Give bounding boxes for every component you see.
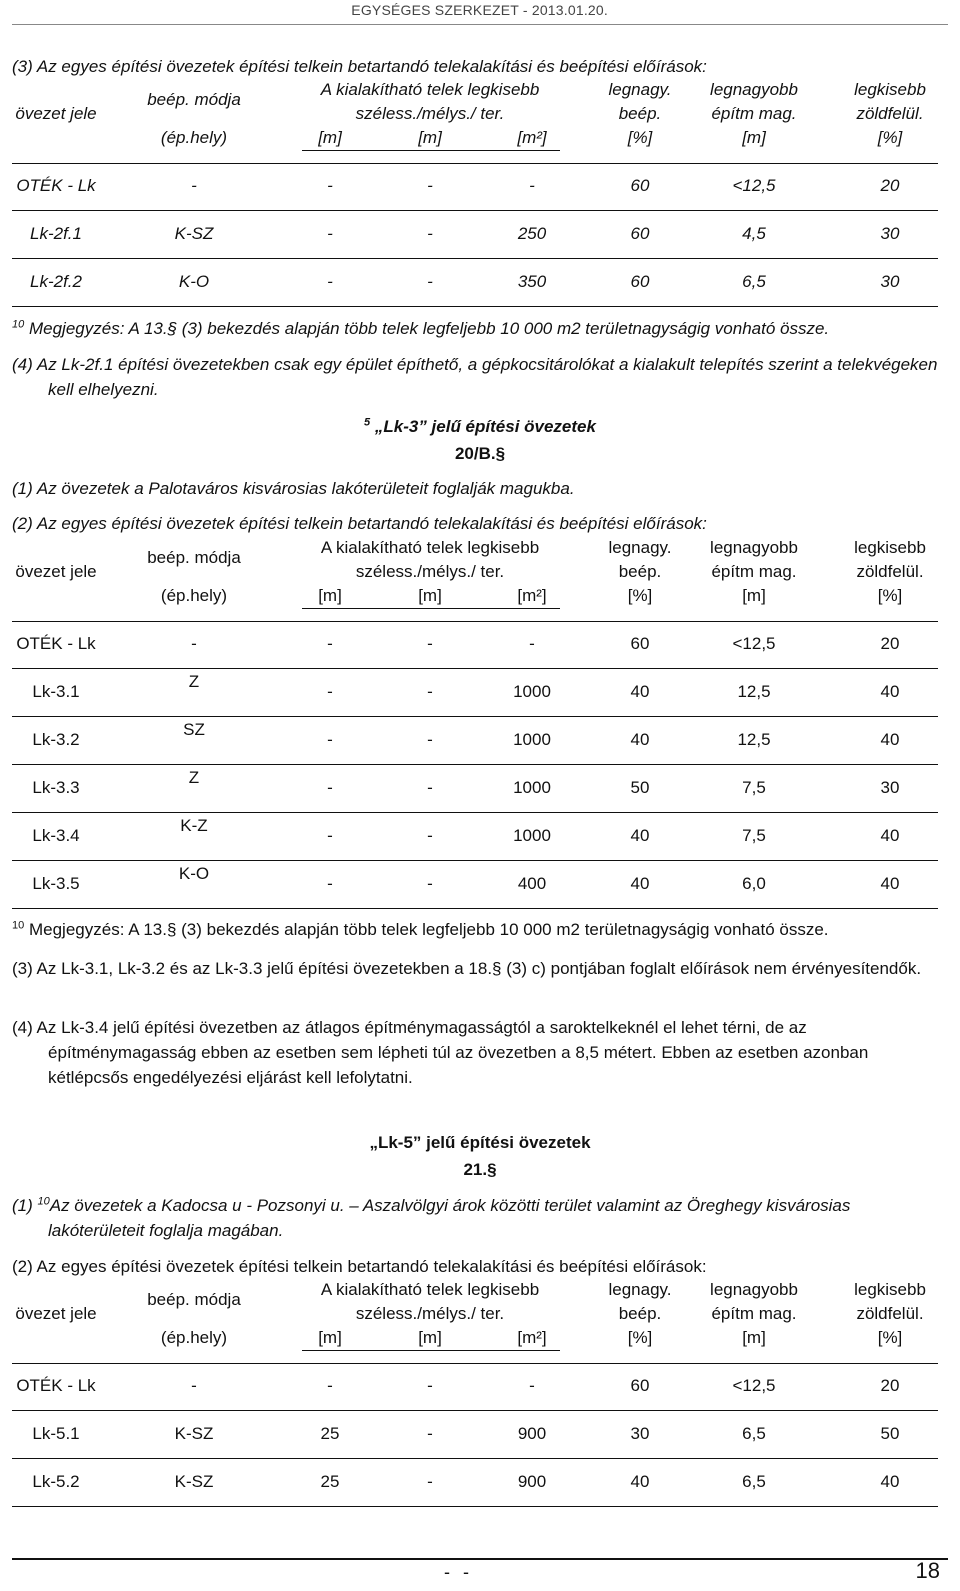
table-row-rule [12, 306, 938, 307]
paragraph-1 [12, 1193, 948, 1243]
table-cell: 6,5 [742, 1424, 766, 1443]
header-plot2: széless./mélys./ ter. [355, 104, 505, 123]
header-u2: [m] [418, 586, 442, 605]
header-ming2: zöldfelül. [856, 562, 924, 581]
table-cell: 40 [880, 682, 900, 701]
header-maxh3: [m] [742, 1328, 766, 1347]
table-cell: - [327, 1376, 333, 1395]
paragraph-3: (3) Az Lk-3.1, Lk-3.2 és az Lk-3.3 jelű építési övezetekben a 18.§ (3) c) pontjában foglalt előírások nem érvényesítendők. [12, 959, 922, 978]
header-maxh2: építm mag. [711, 562, 797, 581]
header-ming2: zöldfelül. [856, 104, 924, 123]
note-text: Megjegyzés: A 13.§ (3) bekezdés alapján több telek legfeljebb 10 000 m2 területnagyságig vonható össze. [28, 319, 830, 338]
table-cell: - [427, 1472, 433, 1491]
header-u3: [m²] [517, 128, 547, 147]
table-cell: 40 [630, 730, 650, 749]
header-maxb3: [%] [627, 1328, 653, 1347]
table-cell: - [327, 224, 333, 243]
table-cell: <12,5 [732, 634, 776, 653]
header-maxb2: beép. [618, 1304, 662, 1323]
header-maxb3: [%] [627, 586, 653, 605]
table-cell: - [191, 1376, 197, 1395]
paragraph-2: (2) Az egyes építési övezetek építési telkein betartandó telekalakítási és beépítési előírások: [12, 1257, 707, 1276]
table-cell: - [427, 176, 433, 195]
table-cell: - [427, 778, 433, 797]
footer-dashes: - - [444, 1562, 473, 1582]
table-cell: - [427, 1424, 433, 1443]
header-plot1: A kialakítható telek legkisebb [320, 80, 540, 99]
table-cell: 12,5 [737, 682, 771, 701]
table-cell: 900 [517, 1472, 547, 1491]
table-row-rule [12, 210, 938, 211]
note-paragraph [12, 316, 948, 341]
table-cell: <12,5 [732, 176, 776, 195]
header-u1: [m] [318, 128, 342, 147]
paragraph-1: (1) Az övezetek a Palotaváros kisvárosias lakóterületeit foglalják magukba. [12, 479, 575, 498]
table-cell: Lk-5.2 [32, 1472, 80, 1491]
table-cell: - [327, 682, 333, 701]
table-cell: 1000 [513, 730, 551, 749]
header-group-rule [302, 150, 560, 151]
header-plot1: A kialakítható telek legkisebb [320, 538, 540, 557]
table-cell: - [427, 826, 433, 845]
table-row-rule [12, 860, 938, 861]
note-paragraph [12, 917, 948, 942]
header-maxb1: legnagy. [608, 1280, 672, 1299]
note-text: Megjegyzés: A 13.§ (3) bekezdés alapján több telek legfeljebb 10 000 m2 területnagyságig vonható össze. [28, 920, 829, 939]
header-u3: [m²] [517, 1328, 547, 1347]
header-u1: [m] [318, 1328, 342, 1347]
table-cell: 40 [630, 826, 650, 845]
table-cell: - [427, 682, 433, 701]
intro-paragraph: (3) Az egyes építési övezetek építési telkein betartandó telekalakítási és beépítési előírások: [12, 57, 707, 76]
header-mode1: beép. módja [147, 1290, 241, 1309]
table-cell: 50 [630, 778, 650, 797]
table-cell: Lk-5.1 [32, 1424, 80, 1443]
header-maxh3: [m] [742, 128, 766, 147]
header-mode2: (ép.hely) [160, 128, 228, 147]
table-cell: Z [188, 768, 200, 787]
table-cell: Lk-3.4 [32, 826, 80, 845]
table-cell: K-Z [180, 816, 208, 835]
header-mode1: beép. módja [147, 90, 241, 109]
header-maxh1: legnagyobb [710, 80, 798, 99]
table-row-rule [12, 764, 938, 765]
table-cell: 1000 [513, 826, 551, 845]
paragraph-4: (4) Az Lk-3.4 jelű építési övezetben az átlagos építménymagasságtól a saroktelkeknél el lehet térni, de az építménymagasság ebben az esetben sem lépheti túl az övezetben a 8,5 métert. Ebben az esetben azonban kétlépcsős engedélyezési eljárást kell lefolytatni. [12, 1018, 869, 1087]
table-cell: Lk-3.3 [32, 778, 80, 797]
header-maxh1: legnagyobb [710, 538, 798, 557]
table-row-rule [12, 258, 938, 259]
table-cell: - [327, 634, 333, 653]
header-u2: [m] [418, 128, 442, 147]
table-cell: 60 [630, 634, 650, 653]
table-cell: 40 [630, 1472, 650, 1491]
table-cell: 25 [320, 1424, 340, 1443]
table-cell: 7,5 [742, 826, 766, 845]
table-cell: 40 [880, 826, 900, 845]
header-maxb3: [%] [627, 128, 653, 147]
table-cell: 40 [880, 1472, 900, 1491]
table-cell: 40 [880, 874, 900, 893]
table-cell: 40 [880, 730, 900, 749]
table-cell: 30 [880, 224, 900, 243]
table-cell: 25 [320, 1472, 340, 1491]
footnote-marker: 5 [364, 416, 371, 429]
table-cell: 6,5 [742, 272, 766, 291]
table-cell: - [427, 730, 433, 749]
table-cell: 30 [630, 1424, 650, 1443]
table-cell: 20 [880, 1376, 900, 1395]
header-maxb2: beép. [618, 562, 662, 581]
table-cell: 4,5 [742, 224, 766, 243]
table-cell: 50 [880, 1424, 900, 1443]
table-cell: 60 [630, 224, 650, 243]
table-row-rule [12, 908, 938, 909]
header-mode1: beép. módja [147, 548, 241, 567]
table-cell: 12,5 [737, 730, 771, 749]
header-ming3: [%] [877, 586, 903, 605]
header-maxh2: építm mag. [711, 104, 797, 123]
table-cell: 30 [880, 778, 900, 797]
header-maxb2: beép. [618, 104, 662, 123]
table-cell: 250 [517, 224, 547, 243]
paragraph-text: Az övezetek a Kadocsa u - Pozsonyi u. – Aszalvölgyi árok közötti terület valamint az Öreghegy kisvárosias lakóterületeit foglalja magában. [48, 1196, 851, 1240]
header-mode2: (ép.hely) [160, 1328, 228, 1347]
table-row-rule [12, 1410, 938, 1411]
table-cell: - [427, 224, 433, 243]
header-ming2: zöldfelül. [856, 1304, 924, 1323]
header-plot2: széless./mélys./ ter. [355, 1304, 505, 1323]
table-cell: 1000 [513, 682, 551, 701]
table-cell: - [427, 634, 433, 653]
table-cell: - [327, 778, 333, 797]
table-cell: Lk-3.2 [32, 730, 80, 749]
table-cell: - [427, 874, 433, 893]
table-cell: - [191, 176, 197, 195]
table-cell: K-SZ [174, 224, 214, 243]
header-ming3: [%] [877, 1328, 903, 1347]
paragraph-number: (1) [12, 1196, 38, 1215]
table-cell: 350 [517, 272, 547, 291]
table-cell: SZ [183, 720, 205, 739]
table-cell: 40 [630, 682, 650, 701]
section-title [12, 414, 948, 439]
table-row-rule [12, 668, 938, 669]
table-cell: Lk-3.5 [32, 874, 80, 893]
table-cell: - [327, 730, 333, 749]
table-cell: OTÉK - Lk [16, 1376, 96, 1395]
table-cell: K-SZ [174, 1424, 214, 1443]
header-u3: [m²] [517, 586, 547, 605]
table-cell: 6,5 [742, 1472, 766, 1491]
section-number: 21.§ [463, 1160, 497, 1179]
header-ming1: legkisebb [854, 80, 926, 99]
table-cell: 6,0 [742, 874, 766, 893]
table-cell: 20 [880, 634, 900, 653]
table-row-rule [12, 812, 938, 813]
header-mode2: (ép.hely) [160, 586, 228, 605]
section-number: 20/B.§ [454, 444, 506, 463]
header-ming3: [%] [877, 128, 903, 147]
header-group-rule [302, 1350, 560, 1351]
header-rule [12, 163, 938, 164]
table-cell: 40 [630, 874, 650, 893]
table-cell: Lk-3.1 [32, 682, 80, 701]
table-cell: 900 [517, 1424, 547, 1443]
table-cell: Lk-2f.2 [30, 272, 82, 291]
header-rule [12, 24, 948, 25]
table-cell: K-SZ [174, 1472, 214, 1491]
table-cell: - [427, 272, 433, 291]
table-cell: K-O [178, 272, 210, 291]
header-zone: övezet jele [15, 1304, 97, 1323]
table-row-rule [12, 1458, 938, 1459]
footnote-marker: 10 [12, 318, 25, 331]
table-cell: 7,5 [742, 778, 766, 797]
table-row-rule [12, 716, 938, 717]
table-cell: 20 [880, 176, 900, 195]
header-rule [12, 1363, 938, 1364]
header-maxh2: építm mag. [711, 1304, 797, 1323]
table-cell: OTÉK - Lk [16, 176, 96, 195]
header-zone: övezet jele [15, 104, 97, 123]
footer-rule [12, 1558, 948, 1560]
table-cell: - [327, 176, 333, 195]
header-maxb1: legnagy. [608, 80, 672, 99]
header-zone: övezet jele [15, 562, 97, 581]
section-title-text: „Lk-3” jelű építési övezetek [374, 417, 596, 436]
header-maxh1: legnagyobb [710, 1280, 798, 1299]
table-cell: 400 [517, 874, 547, 893]
header-maxb1: legnagy. [608, 538, 672, 557]
table-cell: K-O [178, 864, 210, 883]
table-cell: 60 [630, 1376, 650, 1395]
table-cell: Z [188, 672, 200, 691]
header-u1: [m] [318, 586, 342, 605]
table-cell: - [529, 176, 535, 195]
header-plot1: A kialakítható telek legkisebb [320, 1280, 540, 1299]
table-cell: OTÉK - Lk [16, 634, 96, 653]
paragraph-2: (2) Az egyes építési övezetek építési telkein betartandó telekalakítási és beépítési előírások: [12, 514, 707, 533]
page-number: 18 [915, 1558, 940, 1583]
table-cell: - [427, 1376, 433, 1395]
table-cell: 30 [880, 272, 900, 291]
table-cell: 1000 [513, 778, 551, 797]
table-cell: - [529, 634, 535, 653]
table-cell: 60 [630, 176, 650, 195]
table-cell: - [327, 826, 333, 845]
header-rule [12, 621, 938, 622]
footnote-marker: 10 [12, 919, 25, 932]
table-cell: 60 [630, 272, 650, 291]
document-header: EGYSÉGES SZERKEZET - 2013.01.20. [351, 2, 608, 18]
table-cell: - [191, 634, 197, 653]
table-cell: Lk-2f.1 [30, 224, 82, 243]
header-plot2: széless./mélys./ ter. [355, 562, 505, 581]
table-cell: - [529, 1376, 535, 1395]
header-ming1: legkisebb [854, 538, 926, 557]
header-maxh3: [m] [742, 586, 766, 605]
table-cell: - [327, 272, 333, 291]
table-cell: - [327, 874, 333, 893]
header-ming1: legkisebb [854, 1280, 926, 1299]
footnote-marker: 10 [37, 1195, 50, 1208]
table-cell: <12,5 [732, 1376, 776, 1395]
header-u2: [m] [418, 1328, 442, 1347]
header-group-rule [302, 608, 560, 609]
section-title: „Lk-5” jelű építési övezetek [369, 1133, 591, 1152]
table-row-rule [12, 1506, 938, 1507]
paragraph-4: (4) Az Lk-2f.1 építési övezetekben csak egy épület építhető, a gépkocsitárolókat a kialakult telepítés szerint a telekvégeken kell elhelyezni. [12, 355, 938, 399]
